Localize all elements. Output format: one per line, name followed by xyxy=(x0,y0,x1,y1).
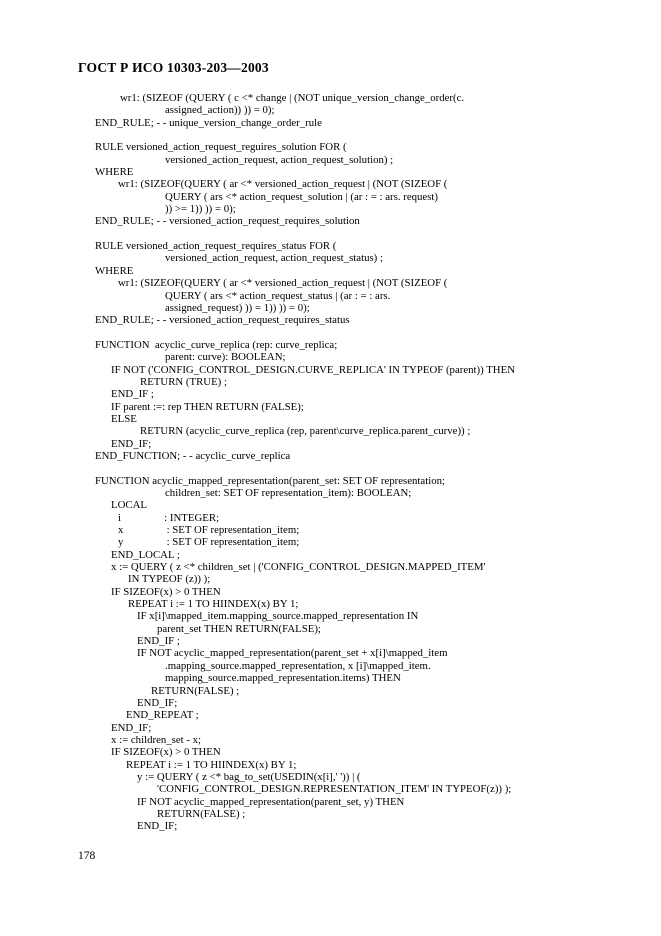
code-line xyxy=(0,240,661,252)
code-line xyxy=(0,178,661,190)
code-line xyxy=(0,783,661,795)
code-line-text: IF x[i]\mapped_item.mapping_source.mapped_representation IN xyxy=(137,610,419,623)
code-line-text: x : SET OF representation_item; xyxy=(118,524,300,537)
code-line-text: wr1: (SIZEOF(QUERY ( ar <* versioned_action_request | (NOT (SIZEOF ( xyxy=(118,277,448,290)
code-line-text: END_IF ; xyxy=(111,388,154,401)
code-line xyxy=(0,351,661,363)
code-line xyxy=(0,475,661,487)
code-line-text: END_IF; xyxy=(137,696,178,709)
code-line xyxy=(0,672,661,684)
code-line xyxy=(0,610,661,622)
code-line xyxy=(0,512,661,524)
code-line xyxy=(0,265,661,277)
code-line-text: QUERY ( ars <* action_request_solution | (ar : = : ars. request) xyxy=(165,190,439,203)
code-line xyxy=(0,438,661,450)
code-line xyxy=(0,709,661,721)
code-line xyxy=(0,141,661,153)
code-line-text: versioned_action_request, action_request_solution) ; xyxy=(165,153,394,166)
code-line-text: RETURN(FALSE) ; xyxy=(157,807,246,820)
code-line-text: IF SIZEOF(x) > 0 THEN xyxy=(111,746,221,759)
code-line xyxy=(0,425,661,437)
code-line xyxy=(0,549,661,561)
code-line-text: IF parent :=: rep THEN RETURN (FALSE); xyxy=(111,400,304,413)
code-line xyxy=(0,228,661,240)
code-line-text: y : SET OF representation_item; xyxy=(118,536,300,549)
code-listing xyxy=(0,92,661,833)
code-line xyxy=(0,376,661,388)
code-line xyxy=(0,685,661,697)
code-line-text: WHERE xyxy=(95,264,134,277)
code-line-text: wr1: (SIZEOF(QUERY ( ar <* versioned_action_request | (NOT (SIZEOF ( xyxy=(118,178,448,191)
code-line xyxy=(0,487,661,499)
code-line xyxy=(0,573,661,585)
code-line-text: END_RULE; - - versioned_action_request_requires_solution xyxy=(95,215,360,228)
code-line-text: END_RULE; - - unique_version_change_order_rule xyxy=(95,116,322,129)
code-line-text: FUNCTION acyclic_curve_replica (rep: curve_replica; xyxy=(95,338,338,351)
code-line xyxy=(0,450,661,462)
code-line-text: IF SIZEOF(x) > 0 THEN xyxy=(111,585,221,598)
code-line-text: mapping_source.mapped_representation.items) THEN xyxy=(165,672,401,685)
code-line xyxy=(0,796,661,808)
code-line xyxy=(0,104,661,116)
code-line xyxy=(0,660,661,672)
code-line-text: END_REPEAT ; xyxy=(126,709,199,722)
code-line xyxy=(0,586,661,598)
code-line-text: IN TYPEOF (z)) ); xyxy=(128,573,211,586)
code-line xyxy=(0,252,661,264)
code-line-text: WHERE xyxy=(95,166,134,179)
code-line xyxy=(0,499,661,511)
code-line-text: wr1: (SIZEOF (QUERY ( c <* change | (NOT unique_version_change_order(c. xyxy=(120,92,465,104)
code-line-text: END_IF; xyxy=(111,721,152,734)
code-line xyxy=(0,388,661,400)
code-line-text: REPEAT i := 1 TO HIINDEX(x) BY 1; xyxy=(126,758,297,771)
code-line xyxy=(0,635,661,647)
code-line-text: LOCAL xyxy=(111,499,147,512)
code-line-text: x := QUERY ( z <* children_set | ('CONFIG_CONTROL_DESIGN.MAPPED_ITEM' xyxy=(111,561,486,574)
code-line xyxy=(0,536,661,548)
code-line xyxy=(0,722,661,734)
code-line-text: QUERY ( ars <* action_request_status | (ar : = : ars. xyxy=(165,289,391,302)
code-line xyxy=(0,759,661,771)
code-line xyxy=(0,697,661,709)
code-line-text: END_LOCAL ; xyxy=(111,548,180,561)
code-line xyxy=(0,129,661,141)
code-line-text: IF NOT acyclic_mapped_representation(parent_set, y) THEN xyxy=(137,795,405,808)
page-number: 178 xyxy=(78,850,96,862)
page-header: ГОСТ Р ИСО 10303-203—2003 xyxy=(78,60,269,75)
code-line xyxy=(0,191,661,203)
code-line xyxy=(0,413,661,425)
code-line-text: parent: curve): BOOLEAN; xyxy=(165,351,286,364)
code-line-text: assigned_request) )) = 1)) )) = 0); xyxy=(165,301,310,314)
code-line xyxy=(0,561,661,573)
code-line xyxy=(0,746,661,758)
code-line xyxy=(0,117,661,129)
code-line-text: versioned_action_request, action_request_status) ; xyxy=(165,252,383,265)
code-line xyxy=(0,166,661,178)
code-line xyxy=(0,808,661,820)
code-line xyxy=(0,598,661,610)
code-line xyxy=(0,462,661,474)
code-line-text: RULE versioned_action_request_requires_status FOR ( xyxy=(95,240,337,253)
code-line xyxy=(0,290,661,302)
code-line-text: RULE versioned_action_request_reguires_solution FOR ( xyxy=(95,141,347,154)
code-line xyxy=(0,820,661,832)
code-line-text: END_IF; xyxy=(137,820,178,833)
code-line xyxy=(0,401,661,413)
code-line-text: RETURN(FALSE) ; xyxy=(151,684,240,697)
code-line-text: IF NOT acyclic_mapped_representation(parent_set + x[i]\mapped_item xyxy=(137,647,448,660)
code-line xyxy=(0,154,661,166)
code-line-text: children_set: SET OF representation_item): BOOLEAN; xyxy=(165,487,412,499)
code-line-text: FUNCTION acyclic_mapped_representation(parent_set: SET OF representation; xyxy=(95,474,445,487)
code-line xyxy=(0,277,661,289)
code-line xyxy=(0,215,661,227)
code-line-text: x := children_set - x; xyxy=(111,733,202,746)
code-line-text: parent_set THEN RETURN(FALSE); xyxy=(157,622,321,635)
code-line-text: IF NOT ('CONFIG_CONTROL_DESIGN.CURVE_REPLICA' IN TYPEOF (parent)) THEN xyxy=(111,363,515,376)
code-line-text: RETURN (acyclic_curve_replica (rep, parent\curve_replica.parent_curve)) ; xyxy=(140,425,471,438)
code-line-text: i : INTEGER; xyxy=(118,511,220,524)
code-line xyxy=(0,302,661,314)
code-line-text: END_RULE; - - versioned_action_request_requires_status xyxy=(95,314,350,327)
code-line-text: END_FUNCTION; - - acyclic_curve_replica xyxy=(95,449,291,462)
code-line-text: RETURN (TRUE) ; xyxy=(140,375,227,388)
code-line-text: END_IF; xyxy=(111,437,152,450)
code-line-text: END_IF ; xyxy=(137,635,180,648)
code-line-text: 'CONFIG_CONTROL_DESIGN.REPRESENTATION_ITEM' IN TYPEOF(z)) ); xyxy=(157,783,512,796)
code-line xyxy=(0,771,661,783)
code-line-text: .mapping_source.mapped_representation, x [i]\mapped_item. xyxy=(165,659,431,672)
code-line xyxy=(0,203,661,215)
code-line-text: y := QUERY ( z <* bag_to_set(USEDIN(x[i],' ')) | ( xyxy=(137,770,361,783)
code-line xyxy=(0,524,661,536)
code-line-text: REPEAT i := 1 TO HIINDEX(x) BY 1; xyxy=(128,598,299,611)
code-line xyxy=(0,327,661,339)
code-line xyxy=(0,734,661,746)
code-line xyxy=(0,364,661,376)
code-line-text: ELSE xyxy=(111,412,137,425)
code-line-text: assigned_action)) )) = 0); xyxy=(165,104,275,117)
code-line-text: )) >= 1)) )) = 0); xyxy=(165,203,236,216)
code-line xyxy=(0,623,661,635)
code-line xyxy=(0,314,661,326)
code-line xyxy=(0,647,661,659)
code-line xyxy=(0,339,661,351)
code-line xyxy=(0,92,661,104)
